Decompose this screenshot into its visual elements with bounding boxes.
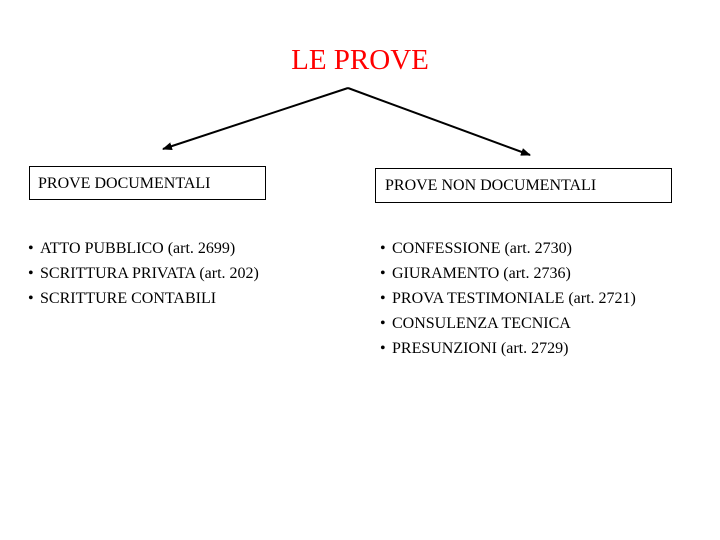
list-item: • CONSULENZA TECNICA — [380, 311, 636, 336]
list-item: • GIURAMENTO (art. 2736) — [380, 261, 636, 286]
bullet-icon: • — [380, 290, 386, 307]
bullet-icon: • — [380, 265, 386, 282]
list-prove-documentali — [28, 236, 259, 311]
list-item: • SCRITTURE CONTABILI — [28, 286, 259, 311]
box-prove-non-documentali — [375, 168, 672, 203]
bullet-icon: • — [380, 240, 386, 257]
bullet-icon: • — [28, 240, 34, 257]
list-item: • PRESUNZIONI (art. 2729) — [380, 336, 636, 361]
box-prove-documentali — [29, 166, 266, 200]
list-item: • ATTO PUBBLICO (art. 2699) — [28, 236, 259, 261]
arrow-right — [348, 88, 530, 155]
list-item: • PROVA TESTIMONIALE (art. 2721) — [380, 286, 636, 311]
bullet-icon: • — [380, 315, 386, 332]
box-prove-documentali-label: PROVE DOCUMENTALI — [38, 175, 211, 192]
bullet-icon: • — [28, 265, 34, 282]
list-item: • CONFESSIONE (art. 2730) — [380, 236, 636, 261]
box-prove-non-documentali-label: PROVE NON DOCUMENTALI — [385, 177, 597, 194]
arrow-left — [163, 88, 348, 149]
page-title: LE PROVE — [291, 44, 429, 76]
bullet-icon: • — [380, 340, 386, 357]
list-prove-non-documentali — [380, 236, 636, 361]
list-item: • SCRITTURA PRIVATA (art. 202) — [28, 261, 259, 286]
bullet-icon: • — [28, 290, 34, 307]
